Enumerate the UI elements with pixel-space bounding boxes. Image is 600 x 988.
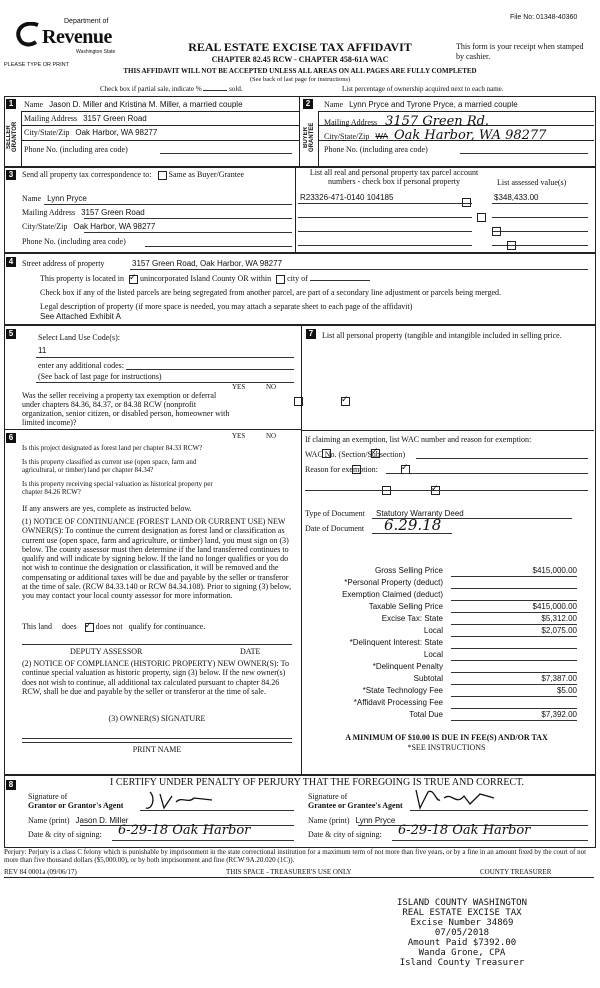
seller-mail-field[interactable]: 3157 Green Road (83, 114, 147, 123)
corr-city-label: City/State/Zip (22, 222, 68, 231)
fee-label: Gross Selling Price (374, 566, 443, 575)
perjury-text: Perjury: Perjury is a class C felony which is punishable by imprisonment in the state correctional institution for a maximum term of not more than five years, or by a fine in an amount fixed by the court of not more than five thousand dollars ($5,000.00), or by both imprisonment and fine (RCW 9A.20.020 (1C)). (4, 848, 587, 864)
divider (318, 111, 594, 112)
fee-label: *Personal Property (deduct) (344, 578, 443, 587)
corr-name-label: Name (22, 194, 42, 203)
grantor-name-label: Name (print) (28, 816, 70, 825)
please-type: PLEASE TYPE OR PRINT (4, 62, 70, 68)
partial-sale-row (100, 85, 243, 93)
swoosh-icon (14, 22, 42, 48)
fee-label: *Delinquent Interest: State (349, 638, 443, 647)
buyer-city-label: City/State/Zip (324, 132, 370, 141)
seller-city-field[interactable]: Oak Harbor, WA 98277 (75, 128, 158, 137)
land-use-label: Select Land Use Code(s): (38, 333, 120, 342)
see-instructions: *SEE INSTRUCTIONS (407, 743, 486, 752)
divider (22, 742, 292, 743)
fee-row (305, 626, 588, 638)
rev-number: REV 84 0001a (09/06/17) (4, 868, 77, 876)
divider (140, 810, 294, 811)
fees-table (305, 566, 588, 722)
stamp-line: Island County Treasurer (399, 958, 525, 968)
does-not-label: does not (95, 622, 123, 631)
exemption-yes-checkbox[interactable] (294, 397, 303, 406)
divider (298, 231, 472, 232)
stamp-line: REAL ESTATE EXCISE TAX (402, 908, 522, 918)
county-treasurer-label: COUNTY TREASURER (480, 868, 552, 876)
assessed-header: List assessed value(s) (497, 178, 567, 187)
wac-label: WAC No. (Section/Subsection) (305, 450, 406, 459)
additional-codes-label: enter any additional codes: (38, 361, 124, 370)
fee-value[interactable]: $5,312.00 (451, 614, 577, 625)
city-of-label: city of (287, 274, 308, 283)
deputy-assessor-label: DEPUTY ASSESSOR (70, 647, 143, 656)
divider (21, 140, 299, 141)
stamp-line: Excise Number 34869 (410, 918, 514, 928)
assessor-signature-line[interactable] (22, 644, 292, 645)
stamp-line: ISLAND COUNTY WASHINGTON (396, 898, 528, 908)
stamp-line: Amount Paid $7392.00 (407, 938, 517, 948)
fee-value[interactable] (451, 590, 577, 601)
partial-pct-field[interactable] (203, 90, 227, 91)
wac-field[interactable] (416, 458, 588, 459)
fee-value[interactable]: $7,387.00 (451, 674, 577, 685)
fee-label: *Affidavit Processing Fee (353, 698, 443, 707)
fee-value[interactable]: $7,392.00 (451, 710, 577, 721)
personal-property-checkbox[interactable] (507, 241, 516, 250)
reason-field-line2[interactable] (305, 490, 588, 491)
fee-row (305, 686, 588, 698)
divider (318, 125, 594, 126)
continuance-row (22, 622, 205, 632)
personal-property-checkbox[interactable] (477, 213, 486, 222)
receipt-note: This form is your receipt when stamped by cashier. (456, 42, 584, 61)
logo-wordmark: Revenue (42, 26, 112, 48)
divider (21, 111, 299, 112)
fee-value[interactable] (451, 698, 577, 709)
same-as-buyer-label: Same as Buyer/Grantee (168, 170, 245, 179)
buyer-mail-field[interactable]: 3157 Green Rd. (385, 114, 490, 129)
divider (318, 140, 594, 141)
grantee-name-label: Name (print) (308, 816, 350, 825)
fee-value[interactable] (451, 638, 577, 649)
seller-city-label: City/State/Zip (24, 128, 70, 137)
forest-question: Is this project designated as forest land per chapter 84.33 RCW? (22, 444, 203, 452)
buyer-side-label: BUYER GRANTEE (303, 122, 315, 152)
seller-side-label: SELLER GRANTOR (6, 121, 18, 153)
certify-text: I CERTIFY UNDER PENALTY OF PERJURY THAT THE FOREGOING IS TRUE AND CORRECT. (110, 777, 524, 788)
divider (301, 324, 302, 774)
buyer-mail-row (324, 114, 489, 129)
divider (298, 203, 472, 204)
section-5-number: 5 (6, 329, 16, 339)
grantee-date-field[interactable]: 6-29-18 Oak Harbor (398, 823, 531, 838)
qualify-label: qualify for continuance. (128, 622, 206, 631)
seller-mail-row (24, 114, 147, 123)
fee-row (305, 698, 588, 710)
grantor-sig-label2: Grantor or Grantor's Agent (28, 801, 124, 810)
divider (44, 204, 292, 205)
partial-sale-label: Check box if partial sale, indicate % (100, 85, 202, 93)
section-4-number: 4 (6, 257, 16, 267)
no-header: NO (266, 383, 277, 391)
fee-row (305, 662, 588, 674)
corr-city-field[interactable]: Oak Harbor, WA 98277 (73, 222, 156, 231)
corr-mail-row (22, 208, 145, 217)
form-title: REAL ESTATE EXCISE TAX AFFIDAVIT (188, 40, 412, 54)
print-name-label: PRINT NAME (132, 745, 182, 754)
grantor-date-label: Date & city of signing: (28, 830, 102, 839)
fee-label: Total Due (409, 710, 443, 719)
fee-row (305, 590, 588, 602)
reason-label: Reason for exemption: (305, 465, 378, 474)
grantor-sig-label1: Signature of (28, 792, 68, 801)
street-field[interactable]: 3157 Green Road, Oak Harbor, WA 98277 (132, 259, 283, 268)
doc-type-label: Type of Document (305, 509, 365, 518)
fee-row (305, 710, 588, 722)
buyer-mail-label: Mailing Address (324, 118, 378, 127)
does-label: does (62, 622, 77, 631)
instructions-note: (See back of last page for instructions) (249, 76, 351, 83)
section-8-number: 8 (6, 780, 16, 790)
legal-field[interactable]: See Attached Exhibit A (40, 312, 121, 321)
grantor-date-field[interactable]: 6-29-18 Oak Harbor (118, 823, 251, 838)
divider (130, 269, 588, 270)
additional-codes-field[interactable] (126, 369, 294, 370)
divider (492, 217, 588, 218)
exemption-no-checkbox[interactable] (341, 397, 350, 406)
seller-mail-label: Mailing Address (24, 114, 78, 123)
correspondence-row (22, 170, 244, 180)
city-checkbox[interactable] (276, 275, 285, 284)
divider (84, 232, 292, 233)
parcel-header: List all real and personal property tax parcel account numbers - check box if personal property (309, 168, 479, 186)
personal-property-checkbox[interactable] (492, 227, 501, 236)
owner-signature-line[interactable] (22, 738, 292, 739)
divider (4, 877, 594, 878)
logo-line1: Department of (64, 18, 109, 25)
personal-property-checkbox[interactable] (462, 198, 471, 207)
grantor-signature-icon (142, 788, 222, 812)
correspondence-label: Send all property tax correspondence to: (22, 170, 152, 179)
corr-name-row (22, 194, 87, 203)
divider (492, 203, 588, 204)
same-as-buyer-checkbox[interactable] (158, 171, 167, 180)
fee-value[interactable]: $415,000.00 (451, 602, 577, 613)
form-subtitle: CHAPTER 82.45 RCW - CHAPTER 458-61A WAC (211, 55, 389, 64)
corr-mail-field[interactable]: 3157 Green Road (81, 208, 145, 217)
street-label: Street address of property (22, 259, 105, 268)
grantor-name-field[interactable]: Jason D. Miller (75, 816, 129, 825)
located-row (40, 274, 370, 284)
buyer-city-field[interactable]: Oak Harbor, WA 98277 (393, 128, 547, 143)
section-3-number: 3 (6, 170, 16, 180)
corr-phone-label: Phone No. (including area code) (22, 237, 126, 246)
corr-mail-label: Mailing Address (22, 208, 76, 217)
buyer-phone-field[interactable] (460, 153, 588, 154)
section-2-number: 2 (303, 99, 313, 109)
seller-name-label: Name (24, 100, 44, 109)
segregated-row (40, 288, 592, 297)
fee-row (305, 578, 588, 590)
doc-date-field[interactable]: 6.29.18 (384, 516, 442, 534)
fee-value[interactable] (451, 650, 577, 661)
divider (298, 217, 472, 218)
fee-label: Local (423, 650, 443, 659)
sold-label: sold. (229, 85, 243, 93)
personal-property-label: List all personal property (tangible and intangible included in selling price. (322, 331, 562, 340)
buyer-name-row (324, 100, 592, 109)
exemption-question: Was the seller receiving a property tax exemption or deferral under chapters 84.36, 84.37, or 84.38 RCW (nonprofit organization, senior citizen, or disabled person, homeowner with limited income)? (22, 391, 230, 427)
notice-continuance: (1) NOTICE OF CONTINUANCE (FOREST LAND OR CURRENT USE) NEW OWNER(S): To continue the current designation as forest land or classification as current use (open space, farm and agriculture, or timber) land, you must sign on (3) below. The county assessor must then determine if the land transferred continues to qualify and will indicate by signing below. If the land no longer qualifies or you do not wish to continue the designation or classification, it will be removed and the compensating or additional taxes will be due and payable by the seller or transferor at the time of sale. (RCW 84.33.140 or RCW 84.34.108). Prior to signing (3) below, you may contact your local county assessor for more information. (22, 517, 292, 601)
fee-value[interactable]: $5.00 (451, 686, 577, 697)
dor-logo (12, 18, 132, 68)
minimum-note: A MINIMUM OF $10.00 IS DUE IN FEE(S) AND/OR TAX (345, 733, 548, 742)
divider (21, 125, 299, 126)
corr-name-field[interactable]: Lynn Pryce (47, 194, 87, 203)
buyer-phone-label: Phone No. (including area code) (324, 145, 428, 154)
fee-label: Excise Tax: State (381, 614, 443, 623)
treasurer-stamp (372, 898, 552, 968)
stamp-line: 07/05/2018 (434, 928, 490, 938)
seller-name-row (24, 100, 296, 109)
fee-value[interactable] (451, 662, 577, 673)
fee-row (305, 614, 588, 626)
historic-question: Is this property receiving special valuation as historical property per chapter 84.26 RCW? (22, 480, 213, 496)
current-use-question: Is this property classified as current use (open space, farm and agricultural, or timber) land per chapter 84.34? (22, 458, 197, 474)
seller-phone-field[interactable] (160, 153, 292, 154)
grantor-signature[interactable] (142, 788, 292, 812)
land-use-instructions: (See back of last page for instructions) (38, 372, 162, 381)
fee-label: *State Technology Fee (362, 686, 443, 695)
fee-row (305, 602, 588, 614)
buyer-city-struck: WA (375, 132, 388, 141)
fee-label: Taxable Selling Price (368, 602, 443, 611)
unincorporated-label: unincorporated Island County OR within (139, 274, 272, 283)
section-6-number: 6 (6, 433, 16, 443)
fee-label: *Delinquent Penalty (372, 662, 443, 671)
fee-row (305, 650, 588, 662)
list-pct-note: List percentage of ownership acquired next to each name. (342, 85, 504, 93)
treasurer-space-label: THIS SPACE - TREASURER'S USE ONLY (226, 868, 352, 876)
fee-label: Subtotal (413, 674, 443, 683)
located-label: This property is located in (40, 274, 124, 283)
divider (301, 430, 594, 431)
exemption-label: If claiming an exemption, list WAC number and reason for exemption: (305, 435, 532, 444)
grantee-name-row (308, 816, 395, 825)
fee-label: Exemption Claimed (deduct) (342, 590, 443, 599)
assessed-value[interactable]: $348,433.00 (494, 193, 539, 202)
grantee-signature[interactable] (410, 786, 560, 812)
buyer-name-label: Name (324, 100, 344, 109)
divider (4, 429, 301, 430)
divider (492, 231, 588, 232)
fee-row (305, 674, 588, 686)
seller-name-field[interactable]: Jason D. Miller and Kristina M. Miller, a married couple (49, 100, 243, 109)
city-of-field[interactable] (310, 280, 370, 281)
logo-state: Washington State (76, 49, 116, 55)
yes-header: YES (232, 432, 246, 440)
reason-field[interactable] (386, 473, 588, 474)
no-header: NO (266, 432, 277, 440)
grantee-sig-label2: Grantee or Grantee's Agent (308, 801, 403, 810)
does-not-checkbox[interactable] (85, 623, 94, 632)
fee-row (305, 638, 588, 650)
divider (318, 111, 319, 166)
land-use-field[interactable]: 11 (38, 346, 47, 355)
divider (84, 218, 292, 219)
seller-phone-label: Phone No. (including area code) (24, 145, 128, 154)
if-yes-note: If any answers are yes, complete as instructed below. (22, 504, 192, 513)
grantor-name-row (28, 816, 128, 825)
yes-header: YES (232, 383, 246, 391)
divider (299, 96, 300, 166)
divider (36, 357, 294, 358)
divider (392, 840, 588, 841)
divider (410, 810, 588, 811)
fee-label: Local (423, 626, 443, 635)
this-land-label: This land (22, 622, 52, 631)
divider (36, 382, 294, 383)
doc-type-field[interactable]: Statutory Warranty Deed (376, 509, 464, 518)
divider (295, 166, 296, 252)
fee-value[interactable]: $2,075.00 (451, 626, 577, 637)
fee-value[interactable] (451, 578, 577, 589)
section-1-number: 1 (6, 99, 16, 109)
grantee-date-label: Date & city of signing: (308, 830, 382, 839)
warning-text: THIS AFFIDAVIT WILL NOT BE ACCEPTED UNLESS ALL AREAS ON ALL PAGES ARE FULLY COMPLETED (123, 67, 477, 75)
corr-phone-field[interactable] (145, 246, 292, 247)
segregated-label: Check box if any of the listed parcels are being segregated from another parcel, are part of a secondary line adjustment or parcels being merged. (40, 288, 501, 297)
parcel-number[interactable]: R23326-471-0140 104185 (300, 193, 394, 202)
fee-row (305, 566, 588, 578)
section-7-number: 7 (306, 329, 316, 339)
grantee-signature-icon (410, 786, 500, 812)
stamp-line: Wanda Grone, CPA (418, 948, 506, 958)
date-label: DATE (240, 647, 261, 656)
corr-city-row (22, 222, 155, 231)
fee-value[interactable]: $415,000.00 (451, 566, 577, 577)
divider (112, 840, 294, 841)
divider (372, 533, 452, 534)
file-number: File No: 01348-40360 (510, 14, 578, 21)
unincorporated-checkbox[interactable] (129, 275, 138, 284)
owner-signature-label: (3) OWNER(S) SIGNATURE (108, 714, 206, 723)
grantee-name-field[interactable]: Lynn Pryce (355, 816, 396, 825)
divider (298, 245, 472, 246)
notice-compliance: (2) NOTICE OF COMPLIANCE (HISTORIC PROPERTY) NEW OWNER(S): To continue special valuation as historic property, sign (3) below. If the new owner(s) does not wish to continue, all additional tax calculated pursuant to chapter 84.26 RCW, shall be due and payable by the seller or transferor at the time of sale. (22, 659, 289, 696)
buyer-name-field[interactable]: Lynn Pryce and Tyrone Pryce, a married couple (349, 100, 518, 109)
seller-city-row (24, 128, 157, 137)
grantee-sig-label1: Signature of (308, 792, 348, 801)
doc-date-label: Date of Document (305, 524, 365, 533)
legal-label: Legal description of property (if more space is needed, you may attach a separate sheet to each page of the affidavit) (40, 302, 413, 311)
divider (21, 111, 22, 166)
